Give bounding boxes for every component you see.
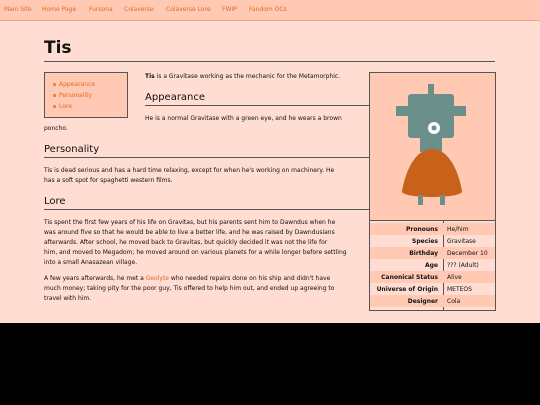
right-ear bbox=[454, 106, 466, 116]
heading-appearance: Appearance bbox=[145, 92, 206, 103]
info-row-species bbox=[370, 235, 495, 247]
left-ear bbox=[396, 106, 408, 116]
heading-rule bbox=[145, 105, 369, 106]
toc-link-lore[interactable] bbox=[59, 103, 72, 110]
intro-name: Tis bbox=[145, 73, 155, 80]
lore-p1-line: Tis spent the first few years of his life on Gravitas, but his parents sent him to Dawndus when he bbox=[44, 219, 336, 226]
lore-paragraph-1 bbox=[44, 218, 347, 268]
lore-p1-line: afterwards. After school, he moved back to Gravitas, but quickly decided it was not the life for bbox=[44, 239, 328, 246]
intro-text bbox=[145, 72, 340, 82]
appearance-text-line1: He is a normal Gravitase with a green eye, and he wears a brown bbox=[145, 115, 342, 122]
top-nav-bar bbox=[0, 0, 540, 21]
nav-link-main-site[interactable]: Main Site bbox=[4, 6, 32, 13]
lore-p2-text: A few years afterwards, he met a bbox=[44, 275, 146, 282]
left-leg bbox=[418, 195, 423, 205]
character-illustration bbox=[370, 73, 495, 220]
nav-link-fandom-ocs[interactable]: Fandom OCs bbox=[249, 6, 287, 13]
info-row-age bbox=[370, 259, 495, 271]
lore-p2-line: much money; taking pity for the poor guy, Tis offered to help him out, and ended up agreeing to bbox=[44, 285, 335, 292]
lore-p1-line: him, and moved to Megadom; he moved around on various planets for a while longer before settling bbox=[44, 249, 347, 256]
heading-lore: Lore bbox=[44, 196, 66, 207]
toc-label: Personality bbox=[59, 92, 93, 99]
lore-p2-line bbox=[44, 274, 334, 284]
personality-text-line1: Tis is dead serious and has a hard time relaxing, except for when he's working on machinery. He bbox=[44, 167, 335, 174]
info-value: December 10 bbox=[447, 250, 488, 257]
bullet-icon bbox=[53, 83, 56, 86]
info-label: Birthday bbox=[409, 250, 438, 257]
info-value: He/him bbox=[447, 226, 469, 233]
info-value: Alive bbox=[447, 274, 462, 281]
appearance-text-line2: poncho. bbox=[44, 125, 68, 132]
heading-rule bbox=[44, 209, 369, 210]
nav-link-fursona[interactable]: Fursona bbox=[89, 6, 113, 13]
nav-link-colaverse[interactable]: Colaverse bbox=[124, 6, 154, 13]
right-leg bbox=[440, 195, 445, 205]
info-label: Species bbox=[412, 238, 438, 245]
heading-rule bbox=[44, 157, 369, 158]
bullet-icon bbox=[53, 94, 56, 97]
toc-link-personality[interactable] bbox=[59, 92, 92, 99]
lore-p2-line: travel with him. bbox=[44, 295, 92, 302]
toc-label: Lore bbox=[59, 103, 72, 110]
page-title: Tis bbox=[44, 38, 72, 58]
personality-text-line2: has a soft spot for spaghetti western films. bbox=[44, 177, 173, 184]
poncho bbox=[402, 149, 462, 197]
info-label: Canonical Status bbox=[381, 274, 438, 281]
info-row-canonical-status bbox=[370, 271, 495, 283]
info-value: METEOS bbox=[447, 286, 472, 293]
nav-link-colaverse-lore[interactable]: Colaverse Lore bbox=[166, 6, 211, 13]
nav-link-home-page[interactable]: Home Page bbox=[42, 6, 77, 13]
nav-link-fwip[interactable]: FWIP bbox=[222, 6, 237, 13]
intro-rest: is a Gravitase working as the mechanic for the Metamorphic. bbox=[154, 73, 341, 80]
info-row-birthday bbox=[370, 247, 495, 259]
antenna-icon bbox=[428, 84, 434, 94]
link-geolyte[interactable]: Geolyte bbox=[145, 275, 169, 282]
lore-p2-text: who needed repairs done on his ship and didn't have bbox=[169, 275, 331, 282]
toc-link-appearance[interactable] bbox=[59, 81, 95, 88]
infobox-separator bbox=[370, 220, 495, 221]
info-value: ??? (Adult) bbox=[447, 262, 479, 269]
info-row-universe-of-origin bbox=[370, 283, 495, 295]
character-image bbox=[370, 73, 495, 220]
lore-p1-line: was around five so that he would be able to live a better life, and he was raised by Dawndusians bbox=[44, 229, 335, 236]
lore-paragraph-2 bbox=[44, 274, 334, 304]
info-label: Age bbox=[424, 262, 438, 269]
title-divider bbox=[44, 61, 495, 62]
table-of-contents bbox=[44, 72, 128, 118]
info-value: Gravitase bbox=[447, 238, 476, 245]
lore-p1-line: into a small Anasazean village. bbox=[44, 259, 138, 266]
heading-personality: Personality bbox=[44, 144, 100, 155]
eye-pupil bbox=[432, 126, 437, 131]
info-label: Designer bbox=[407, 298, 438, 305]
info-label: Universe of Origin bbox=[376, 286, 438, 293]
info-value: Cola bbox=[447, 298, 461, 305]
info-row-designer bbox=[370, 295, 495, 307]
info-label: Pronouns bbox=[406, 226, 438, 233]
info-row-pronouns bbox=[370, 223, 495, 235]
bullet-icon bbox=[53, 105, 56, 108]
character-infobox bbox=[369, 72, 496, 311]
toc-label: Appearance bbox=[59, 81, 96, 88]
